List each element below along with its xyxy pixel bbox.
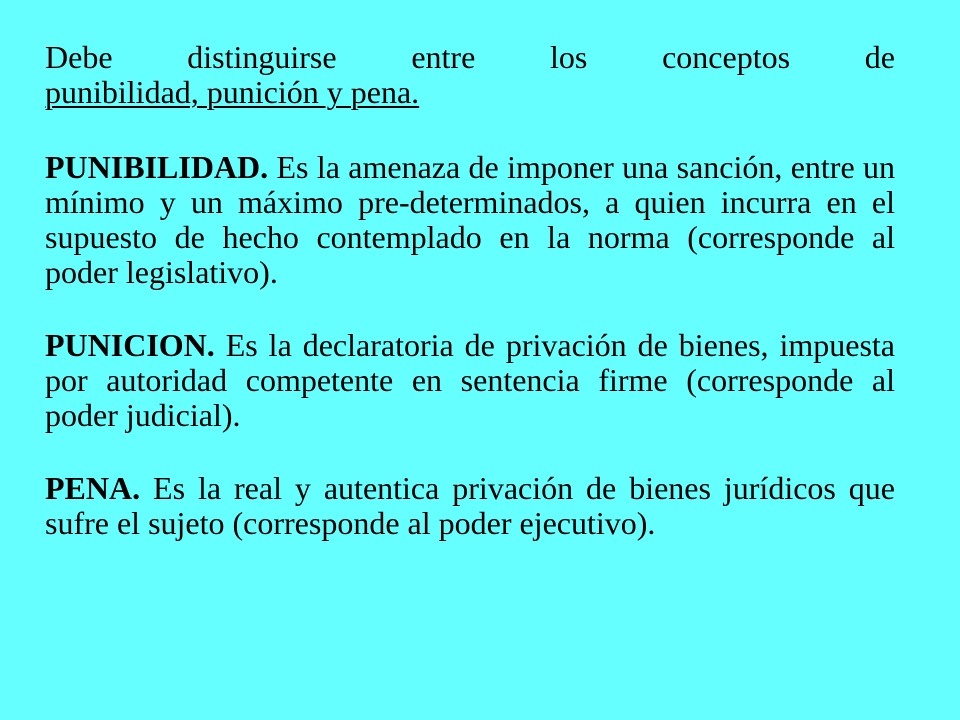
definition-punicion: [45, 328, 895, 433]
definition-text-pena: Es la real y autentica privación de bienes jurídicos que sufre el sujeto (corresponde al poder ejecutivo).: [45, 470, 895, 541]
term-punibilidad: PUNIBILIDAD.: [45, 149, 269, 185]
intro-underlined-concepts: punibilidad, punición y pena.: [45, 74, 420, 110]
slide-content: [45, 40, 895, 579]
term-punicion: PUNICION.: [45, 327, 215, 363]
definition-text-punibilidad: Es la amenaza de imponer una sanción, entre un mínimo y un máximo pre-determinados, a quien incurra en el supuesto de hecho contemplado en la norma (corresponde al poder legislativo).: [45, 149, 896, 290]
definition-pena: [45, 471, 895, 541]
definition-text-punicion: Es la declaratoria de privación de bienes, impuesta por autoridad competente en sentencia firme (corresponde al poder judicial).: [45, 327, 896, 433]
term-pena: PENA.: [45, 470, 141, 506]
intro-line: Debe distinguirse entre los conceptos de: [45, 39, 895, 75]
definition-punibilidad: [45, 150, 895, 290]
intro-paragraph: [45, 40, 895, 110]
